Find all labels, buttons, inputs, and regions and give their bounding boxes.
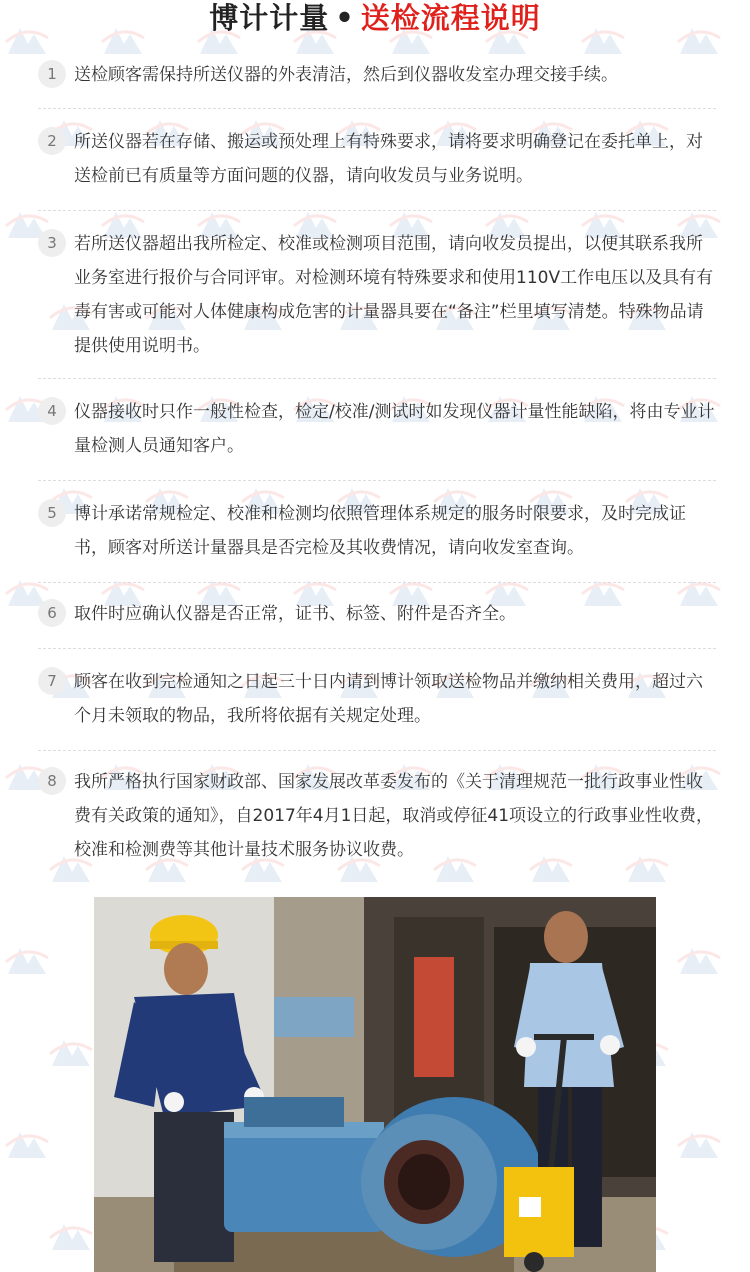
workshop-photo-illustration: [94, 897, 656, 1272]
item-number: 5: [38, 499, 66, 527]
title-brand: 博计计量: [209, 1, 330, 35]
title-separator: •: [335, 1, 355, 35]
item-number: 4: [38, 397, 66, 425]
item-number: 3: [38, 229, 66, 257]
divider: [38, 108, 716, 109]
item-text: 我所严格执行国家财政部、国家发展改革委发布的《关于清理规范一批行政事业性收费有关政策的通知》，自2017年4月1日起，取消或停征41项设立的行政事业性收费，校准和检测费等其他计量技术服务协议收费。: [74, 772, 714, 860]
title-subject: 送检流程说明: [360, 1, 541, 35]
item-number: 1: [38, 60, 66, 88]
divider: [38, 648, 716, 649]
workshop-photo: [94, 897, 656, 1272]
item-number: 8: [38, 767, 66, 795]
item-number: 6: [38, 599, 66, 627]
divider: [38, 378, 716, 379]
divider: [38, 480, 716, 481]
page-title: [0, 0, 750, 40]
item-text: 博计承诺常规检定、校准和检测均依照管理体系规定的服务时限要求，及时完成证书，顾客对所送计量器具是否完检及其收费情况，请向收发室查询。: [74, 504, 686, 558]
divider: [38, 750, 716, 751]
item-text: 顾客在收到完检通知之日起三十日内请到博计领取送检物品并缴纳相关费用，超过六个月未领取的物品，我所将依据有关规定处理。: [74, 672, 703, 726]
item-text: 所送仪器若在存储、搬运或预处理上有特殊要求，请将要求明确登记在委托单上，对送检前已有质量等方面问题的仪器，请向收发员与业务说明。: [74, 132, 703, 186]
item-text: 取件时应确认仪器是否正常，证书、标签、附件是否齐全。: [74, 604, 516, 624]
item-text: 若所送仪器超出我所检定、校准或检测项目范围，请向收发员提出，以便其联系我所业务室进行报价与合同评审。对检测环境有特殊要求和使用110V工作电压以及具有有毒有害或可能对人体健康构成危害的计量器具要在“备注”栏里填写清楚。特殊物品请提供使用说明书。: [74, 234, 714, 356]
divider: [38, 582, 716, 583]
item-number: 7: [38, 667, 66, 695]
item-text: 仪器接收时只作一般性检查，检定/校准/测试时如发现仪器计量性能缺陷，将由专业计量检测人员通知客户。: [74, 402, 715, 456]
item-text: 送检顾客需保持所送仪器的外表清洁，然后到仪器收发室办理交接手续。: [74, 65, 618, 85]
item-number: 2: [38, 127, 66, 155]
divider: [38, 210, 716, 211]
